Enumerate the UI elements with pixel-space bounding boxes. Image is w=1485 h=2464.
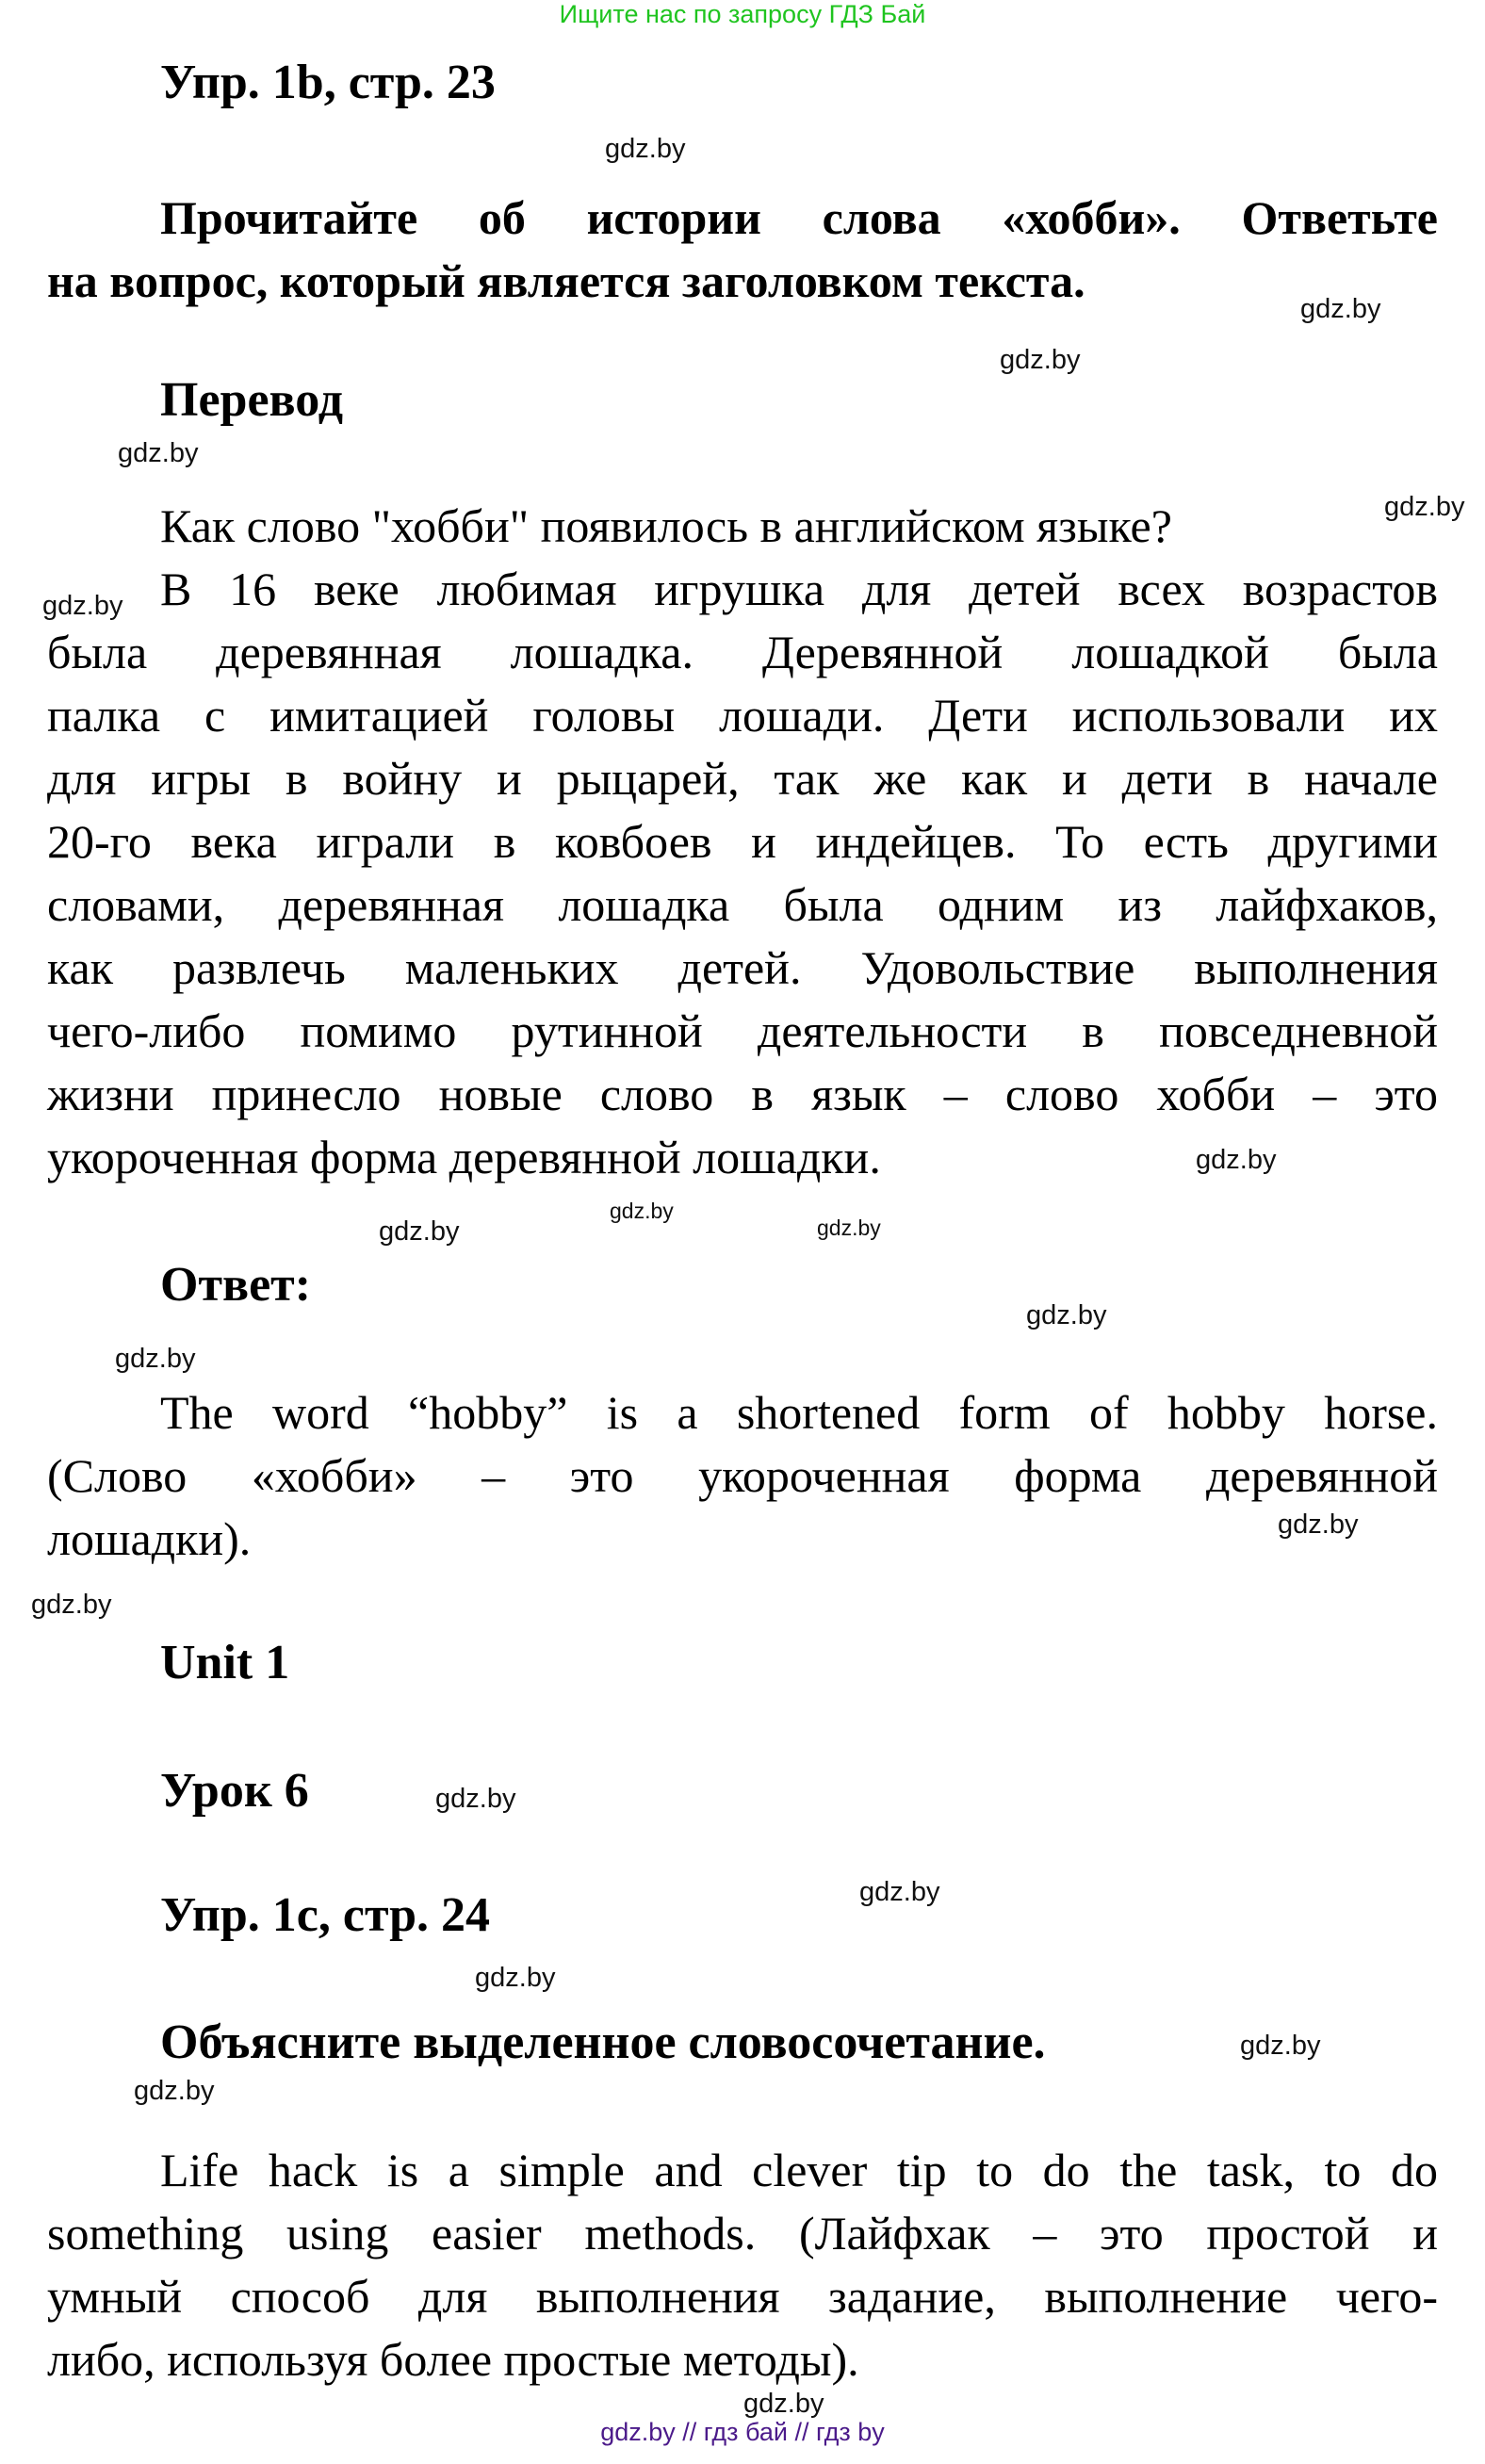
watermark: gdz.by — [31, 1590, 112, 1620]
task-line: Прочитайте об истории слова «хобби». Ответьте — [160, 191, 1438, 244]
watermark: gdz.by — [1278, 1509, 1359, 1540]
watermark: gdz.by — [1000, 345, 1081, 375]
exercise-1b-task — [47, 187, 1438, 313]
translation-line: для игры в войну и рыцарей, так же как и дети в начале — [47, 752, 1438, 805]
watermark: gdz.by — [42, 591, 123, 621]
translation-paragraph — [47, 495, 1438, 1189]
task-line: на вопрос, который является заголовком текста. — [47, 254, 1085, 307]
translation-line: как развлечь маленьких детей. Удовольствие выполнения — [47, 941, 1438, 994]
watermark: gdz.by — [134, 2076, 215, 2106]
answer-line: The word “hobby” is a shortened form of hobby horse. — [160, 1386, 1438, 1439]
footer-links[interactable]: gdz.by // гдз бай // гдз by — [600, 2418, 885, 2446]
watermark: gdz.by — [435, 1784, 516, 1814]
watermark: gdz.by — [115, 1344, 196, 1374]
exercise-1b-title: Упр. 1b, стр. 23 — [160, 56, 496, 109]
translation-line: палка с имитацией головы лошади. Дети использовали их — [47, 689, 1438, 742]
answer-line: (Слово «хобби» – это укороченная форма деревянной — [47, 1449, 1438, 1502]
watermark: gdz.by — [1240, 2031, 1321, 2061]
watermark: gdz.by — [1196, 1145, 1277, 1175]
watermark: gdz.by — [379, 1216, 460, 1247]
watermark: gdz.by — [1384, 492, 1465, 522]
watermark: gdz.by — [859, 1877, 940, 1907]
watermark: gdz.by — [1300, 294, 1381, 324]
exercise-1c-title: Упр. 1c, стр. 24 — [160, 1888, 491, 1942]
translation-line: была деревянная лошадка. Деревянной лошадкой была — [47, 626, 1438, 678]
translation-line: укороченная форма деревянной лошадки. — [47, 1131, 881, 1183]
unit-title: Unit 1 — [160, 1636, 290, 1689]
answer-title: Ответ: — [160, 1258, 312, 1312]
answer-line: лошадки). — [47, 1512, 252, 1565]
watermark: gdz.by — [118, 438, 199, 468]
watermark: gdz.by — [743, 2389, 824, 2419]
exercise-1c-answer — [47, 2139, 1438, 2391]
answer-line: умный способ для выполнения задание, выполнение чего- — [47, 2270, 1438, 2323]
watermark: gdz.by — [605, 134, 686, 164]
watermark: gdz.by — [1026, 1300, 1107, 1330]
translation-question: Как слово "хобби" появилось в английском языке? — [160, 499, 1172, 552]
search-hint-banner: Ищите нас по запросу ГДЗ Бай — [559, 0, 926, 28]
lesson-title: Урок 6 — [160, 1764, 309, 1818]
watermark: gdz.by — [817, 1216, 881, 1240]
translation-line: жизни принесло новые слово в язык – слово хобби – это — [47, 1068, 1438, 1120]
translation-line: 20-го века играли в ковбоев и индейцев. То есть другими — [47, 815, 1438, 868]
watermark: gdz.by — [610, 1199, 674, 1223]
translation-line: словами, деревянная лошадка была одним из лайфхаков, — [47, 878, 1438, 931]
answer-line: либо, используя более простые методы). — [47, 2333, 859, 2386]
translation-line: чего-либо помимо рутинной деятельности в повседневной — [47, 1004, 1438, 1057]
translation-title: Перевод — [160, 373, 344, 427]
answer-line: Life hack is a simple and clever tip to do the task, to do — [160, 2144, 1438, 2196]
answer-paragraph — [47, 1381, 1438, 1571]
translation-line: В 16 веке любимая игрушка для детей всех возрастов — [160, 563, 1438, 615]
watermark: gdz.by — [475, 1963, 556, 1993]
exercise-1c-task: Объясните выделенное словосочетание. — [160, 2015, 1046, 2069]
answer-line: something using easier methods. (Лайфхак – это простой и — [47, 2207, 1438, 2260]
